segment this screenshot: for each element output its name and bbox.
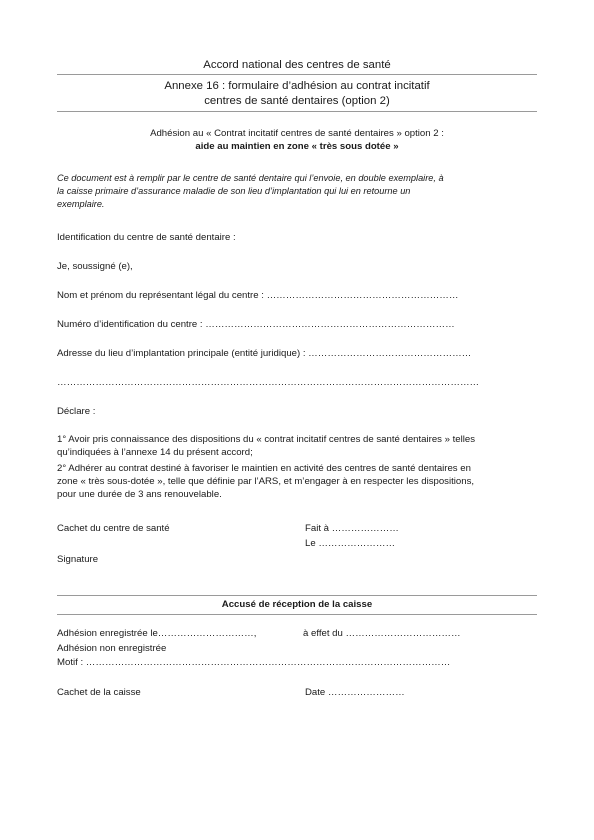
declaration-p2-line-1: 2° Adhérer au contrat destiné à favoriser le maintien en activité des centres de santé dentaires en xyxy=(57,463,471,474)
declaration-heading: Déclare : xyxy=(57,406,96,417)
instructions-line-1: Ce document est à remplir par le centre de santé dentaire qui l’envoie, en double exemplaire, à xyxy=(57,173,444,183)
effective-date-field[interactable]: à effet du ……………………………… xyxy=(303,628,461,639)
made-at-field[interactable]: Fait à ………………… xyxy=(305,523,399,534)
date-field[interactable]: Le …………………… xyxy=(305,538,396,549)
center-stamp-label: Cachet du centre de santé xyxy=(57,523,170,534)
declaration-p2-line-3: pour une durée de 3 ans renouvelable. xyxy=(57,489,222,500)
not-registered-label: Adhésion non enregistrée xyxy=(57,643,167,654)
header-divider-top xyxy=(57,74,537,75)
fund-stamp-label: Cachet de la caisse xyxy=(57,687,141,698)
annex-title-line-2: centres de santé dentaires (option 2) xyxy=(204,95,390,107)
center-id-field[interactable]: Numéro d’identification du centre : …………………………………………………………………… xyxy=(57,319,455,330)
registered-date-field[interactable]: Adhésion enregistrée le…………………………, xyxy=(57,628,257,639)
receipt-divider-top xyxy=(57,595,537,596)
declaration-p1-line-2: qu’indiquées à l’annexe 14 du présent accord; xyxy=(57,447,253,458)
declaration-p1-line-1: 1° Avoir pris connaissance des dispositions du « contrat incitatif centres de santé dentaires » telles xyxy=(57,434,476,445)
instructions-line-3: exemplaire. xyxy=(57,199,105,209)
header-divider-bottom xyxy=(57,111,537,112)
receipt-heading: Accusé de réception de la caisse xyxy=(221,599,373,610)
representative-field[interactable]: Nom et prénom du représentant légal du centre : …………………………………………………… xyxy=(57,290,459,301)
address-field[interactable]: Adresse du lieu d’implantation principale (entité juridique) : …………………………………………… xyxy=(57,348,472,359)
instructions-line-2: la caisse primaire d’assurance maladie de son lieu d’implantation qui lui en retourne un xyxy=(57,186,411,196)
signature-label: Signature xyxy=(57,554,99,565)
identification-heading: Identification du centre de santé dentaire : xyxy=(57,232,236,243)
intro-line-2: aide au maintien en zone « très sous dotée » xyxy=(195,141,399,152)
intro-line-1: Adhésion au « Contrat incitatif centres de santé dentaires » option 2 : xyxy=(150,128,444,139)
reason-field[interactable]: Motif : …………………………………………………………………………………………………… xyxy=(57,657,451,668)
receipt-date-field[interactable]: Date …………………… xyxy=(305,687,405,698)
undersigned-line: Je, soussigné (e), xyxy=(57,261,133,272)
document-title: Accord national des centres de santé xyxy=(203,59,391,71)
receipt-divider-bottom xyxy=(57,614,537,615)
annex-title-line-1: Annexe 16 : formulaire d’adhésion au contrat incitatif xyxy=(164,80,430,92)
address-continuation-field[interactable]: …………………………………………………………………………………………………………………… xyxy=(57,377,480,388)
declaration-p2-line-2: zone « très sous-dotée », telle que définie par l’ARS, et m’engager à en respecter les dispositions, xyxy=(57,476,475,487)
